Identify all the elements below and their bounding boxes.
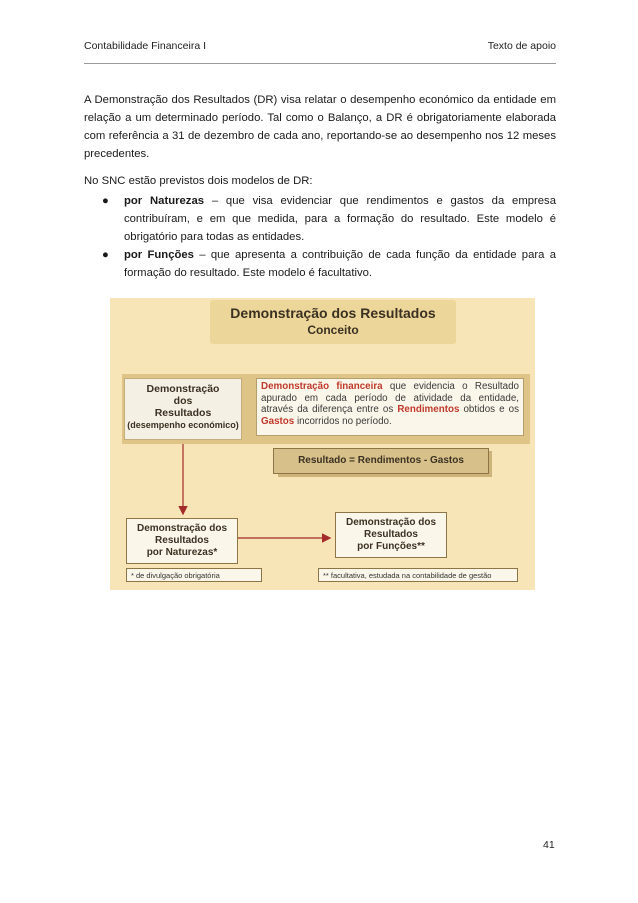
page-number: 41 (543, 839, 555, 851)
funcoes-line: Resultados (364, 529, 418, 540)
body-text (84, 91, 556, 282)
note-naturezas: * de divulgação obrigatória (126, 568, 262, 582)
definition-term: Demonstração financeira (261, 381, 383, 392)
naturezas-line: por Naturezas* (146, 547, 218, 558)
list-item (84, 246, 556, 282)
naturezas-line: Demonstração dos (136, 523, 228, 534)
definition-term: Gastos (261, 415, 295, 427)
funcoes-node (335, 512, 447, 558)
paragraph-intro: A Demonstração dos Resultados (DR) visa relatar o desempenho económico da entidade em relação a um determinado período. Tal como o Balanço, a DR é obrigatoriamente elaborada com referência a 31 de dezembro de cada ano, reportando-se ao desempenho nos 12 meses precedentes. (84, 94, 556, 160)
dr-node-line: dos (173, 395, 193, 407)
list-item-term: por Naturezas (124, 195, 205, 207)
header-rule (84, 63, 556, 64)
definition-text: obtidos e os (459, 404, 519, 415)
paragraph-models: No SNC estão previstos dois modelos de DR: (84, 175, 313, 187)
definition-text: incorridos no período. (294, 415, 392, 427)
concept-diagram (110, 298, 535, 590)
models-list (84, 192, 556, 282)
dr-node-line: Resultados (154, 407, 212, 419)
header-left: Contabilidade Financeira I (84, 40, 206, 52)
bullet-icon: ● (102, 195, 109, 207)
note-funcoes: ** facultativa, estudada na contabilidade de gestão (318, 568, 518, 582)
funcoes-line: Demonstração dos (345, 517, 437, 528)
list-item-text: – que apresenta a contribuição de cada função da entidade para a formação do resultado. Este modelo é facultativo. (124, 249, 556, 279)
funcoes-line: por Funções** (357, 541, 425, 552)
naturezas-node (126, 518, 238, 564)
list-item (84, 192, 556, 246)
dr-node-caption: (desempenho económico) (127, 420, 239, 430)
formula-box: Resultado = Rendimentos - Gastos (273, 448, 489, 474)
bullet-icon: ● (102, 249, 109, 261)
list-item-text: – que visa evidenciar que rendimentos e gastos da empresa contribuíram, e em que medida, para a formação do resultado. Este modelo é obrigatório para todas as entidades. (124, 195, 556, 243)
naturezas-line: Resultados (155, 535, 209, 546)
dr-node-line: Demonstração (146, 383, 220, 395)
definition-term: Rendimentos (397, 404, 460, 415)
definition-text: que evidencia o Resultado apurado em cada período de atividade da entidade, através da diferença entre os (261, 381, 519, 415)
header-right: Texto de apoio (487, 40, 556, 52)
diagram-subtitle: Conceito (307, 323, 359, 337)
diagram-title: Demonstração dos Resultados (230, 305, 436, 321)
list-item-term: por Funções (124, 249, 194, 261)
